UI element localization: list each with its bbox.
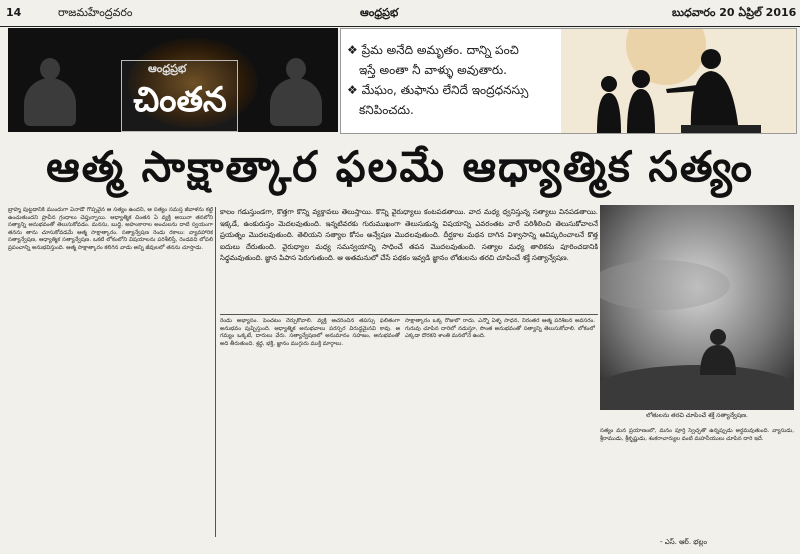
column-divider	[215, 207, 216, 537]
quote-line-1: ❖ ప్రేమ అనేది అమృతం. దాన్ని పంచి	[347, 43, 519, 57]
lead-divider	[220, 314, 598, 315]
meditating-figure-left	[20, 58, 80, 128]
page-header	[0, 0, 800, 27]
headline: ఆత్మ సాక్షాత్కార ఫలమే ఆధ్యాత్మిక సత్యం	[46, 142, 754, 191]
column-4	[600, 428, 794, 533]
section-title: చింతన	[133, 80, 227, 120]
column-2	[220, 318, 400, 536]
photo-caption: లోతులను తరచి చూపించే శక్తే సత్యాన్వేషణ.	[646, 412, 748, 419]
quote-line-4: కనిపించదు.	[359, 103, 414, 117]
date-label: బుధవారం 20 ఏప్రిల్ 2016	[672, 6, 797, 19]
masthead: ఆంధ్రప్రభ	[360, 6, 399, 19]
byline: - ఎస్. ఆర్. భల్లం	[660, 538, 708, 546]
section-small-label: ఆంధ్రప్రభ	[148, 62, 187, 75]
column-3-text: సాక్షాత్కారం ఒక్క రోజులో రాదు. ఎన్నో ఏళ్ళ సాధన, నిరంతర ఆత్మ పరిశీలన అవసరం. గురువు చూపిన దారిలో నడుస్తూ, సొంత అనుభవంతో సత్యాన్ని తెలుసుకోవాలి. లోకంలో ఎక్కడా దొరకని శాంతి మనలోనే ఉంది.	[405, 318, 595, 340]
headline-wrap	[8, 142, 792, 200]
quote-box	[340, 28, 797, 134]
column-3	[405, 318, 595, 536]
meditating-figure-right	[266, 58, 326, 128]
column-1	[8, 207, 213, 537]
quote-line-3: ❖ మేఘం, తుఫాను లేనిదే ఇంద్రధనస్సు	[347, 83, 529, 97]
city-label: రాజమహేంద్రవరం	[58, 6, 133, 19]
chintana-banner	[8, 28, 338, 132]
quote-line-2: ఇస్తే అంతా నీ వాళ్ళు అవుతారు.	[359, 63, 507, 77]
column-2-text: రెండు అభ్యాసం. పెంచటం నేర్చుకోవాలి. వ్యక్తి ఆచరించిన తపస్సు ఫలితంగా అనుభవం పుష్పిస్తుంది. ఆధ్యాత్మిక అనుభవాలు పరస్పర విరుద్ధమైనవి కావు. ఆ గమ్యం ఒక్కటే, దారులు వేరు. సత్యాన్వేషణలో అనుమానం సహజం, అనుభవంతో అది తీరుతుంది. శ్రద్ధ, భక్తి, జ్ఞానం ముగ్గురు ముక్తి మార్గాలు.	[220, 318, 400, 347]
teacher-students-silhouette	[561, 29, 796, 133]
meditation-photo	[600, 205, 794, 410]
lead-box	[220, 207, 598, 312]
column-4-text: సత్యం మన ప్రయాణంలో, మనం పూర్తి స్వేచ్ఛతో ఉన్నప్పుడు అర్ధమవుతుంది. వ్యాసుడు, శ్రీరాముడు, శ్రీకృష్ణుడు, శంకరాచార్యుల వంటి మహనీయులు చూపిన దారి ఇదే.	[600, 428, 794, 442]
lead-paragraph: కాలం గడుస్తుండగా, కొత్తగా కొన్ని వ్యక్తావలు తెలుస్తాయి. కొన్ని వైరుధ్యాలు కంటపడతాయి. వాద మధ్య ధ్వనిస్తున్న సత్యాలు వినపడతాయి. ఇక్కడే, ఉంకురుస్తం మెదలవుతుంది. ఇన్నటివరకు గురుముఖంగా తెలుసుకున్న విషయాన్ని ఎవరంతట వారే పరిశీలించి తెలుసుకోవాలనే ప్రయత్నం మొదలవుతుంది. తెలియని సత్యాల కోసం అన్వేషణ మొదలవుతుంది. దీర్ఘకాల మథన దాగిన విశ్వాసాన్ని ఆవిష్కరించాలనే కొత్త ఐదులు దేరుతుంది. వైరుధ్యాల మధ్య సమన్వయాన్ని సాధించే తపన మొదలవుతుంది. సత్యాల మధ్య తాలికను పూరించడానికి సిధ్ధమవుతుంది. జ్ఞాన పిపాస పెరుగుతుంది. ఆ అతమనులో చేసే పథకం ఇవ్వడి జ్ఞానం లోతులను తరచి చూపించే శక్తే సత్యాన్వేషణ.	[220, 208, 598, 262]
meditation-photo-image	[600, 205, 794, 410]
column-1-text: బ్రాహ్మ పుట్టడానికి ముందుగా ఏనాడో గొప్పవైన ఆ సత్యం ఉందని, ఆ సత్యం సమస్త జీవాళను కట్టి ఉంచుతుందని ప్రాచీన గ్రంధాలు చెప్తున్నాయి. ఆధ్యాత్మిక చింతన ఏ వ్యక్తి అయినా తనలోని సత్యాన్ని అనుభవంతో తెలుసుకోవడం. మనసు, బుద్ధి, అహంకారాల అంచులను దాటి స్వయంగా తనను తాను చూసుకోవడమే ఆత్మ సాక్షాత్కారం. సత్యాన్వేషణ రెండు రకాలు: వ్యావహారిక సత్యాన్వేషణ, ఆధ్యాత్మిక సత్యాన్వేషణ. ఒకటి లోకంలోని విషయాలను పరిశీలిస్తే, రెండవది లోపలి ప్రపంచాన్ని అనుభవిస్తుంది. ఆత్మ సాక్షాత్కారం కలిగిన వాడు అన్ని జీవులలో తనను చూస్తాడు.	[8, 207, 213, 251]
page-number: 14	[6, 6, 22, 19]
